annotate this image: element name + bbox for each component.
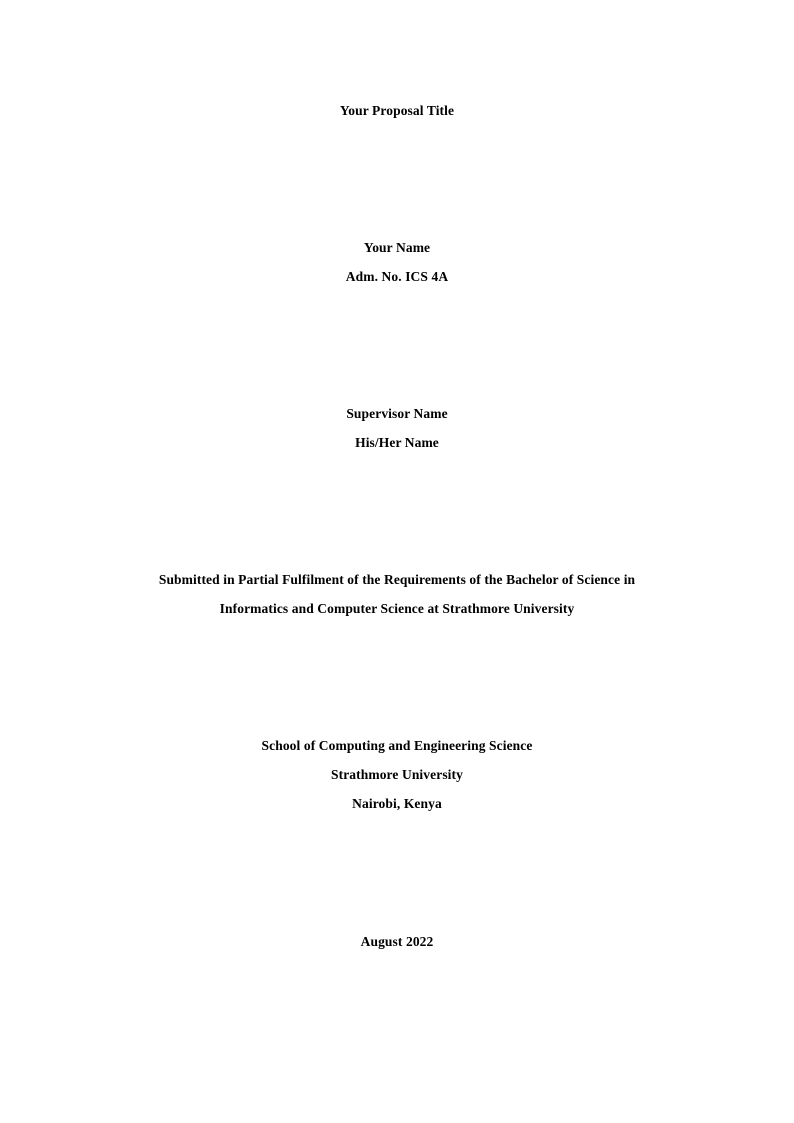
submission-statement-line-1: Submitted in Partial Fulfilment of the Requirements of the Bachelor of Science in	[158, 572, 636, 587]
school-name: School of Computing and Engineering Science	[261, 738, 533, 753]
location: Nairobi, Kenya	[352, 796, 442, 811]
submission-statement-line-2: Informatics and Computer Science at Strathmore University	[219, 601, 575, 616]
submission-date: August 2022	[360, 934, 434, 949]
date-block	[75, 927, 719, 956]
university-name: Strathmore University	[331, 767, 463, 782]
title-block	[75, 96, 719, 125]
supervisor-name: His/Her Name	[355, 435, 439, 450]
author-admission-number: Adm. No. ICS 4A	[345, 269, 449, 284]
institution-block	[75, 731, 719, 818]
supervisor-label: Supervisor Name	[346, 406, 448, 421]
author-name: Your Name	[363, 240, 431, 255]
supervisor-block	[75, 399, 719, 457]
submission-statement-block	[75, 565, 719, 623]
author-block	[75, 233, 719, 291]
page-title: Your Proposal Title	[339, 103, 455, 118]
